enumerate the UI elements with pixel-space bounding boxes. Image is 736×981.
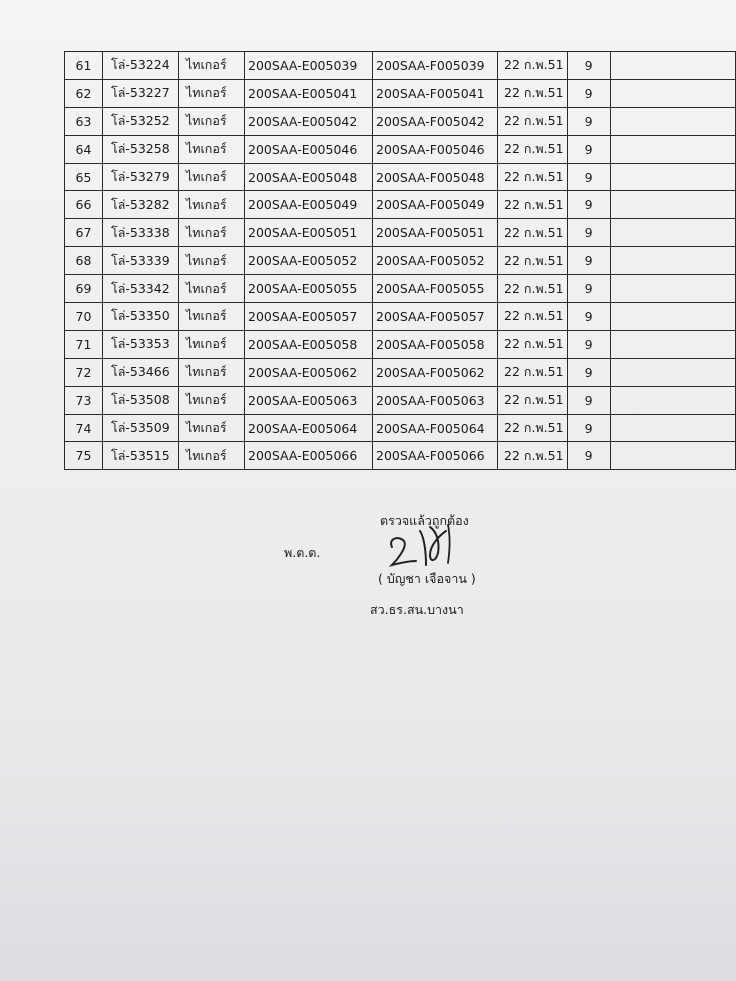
chassis-number-cell: 200SAA-F005066 — [373, 442, 498, 470]
row-number-cell: 61 — [65, 52, 103, 80]
brand-cell: ไทเกอร์ — [179, 442, 245, 470]
date-cell: 22 ก.พ.51 — [498, 247, 568, 275]
row-number-cell: 75 — [65, 442, 103, 470]
date-cell: 22 ก.พ.51 — [498, 275, 568, 303]
row-number-cell: 71 — [65, 330, 103, 358]
brand-cell: ไทเกอร์ — [179, 107, 245, 135]
verified-correct-text: ตรวจแล้วถูกต้อง — [380, 513, 469, 528]
date-cell: 22 ก.พ.51 — [498, 107, 568, 135]
row-number-cell: 64 — [65, 135, 103, 163]
brand-cell: ไทเกอร์ — [179, 330, 245, 358]
plate-cell: โล่-53338 — [103, 219, 179, 247]
engine-number-cell: 200SAA-E005048 — [245, 163, 373, 191]
quantity-cell: 9 — [567, 52, 610, 80]
row-number-cell: 73 — [65, 386, 103, 414]
engine-number-cell: 200SAA-E005051 — [245, 219, 373, 247]
date-cell: 22 ก.พ.51 — [498, 330, 568, 358]
quantity-cell: 9 — [567, 386, 610, 414]
row-number-cell: 70 — [65, 303, 103, 331]
quantity-cell: 9 — [567, 219, 610, 247]
chassis-number-cell: 200SAA-F005041 — [373, 79, 498, 107]
brand-cell: ไทเกอร์ — [179, 414, 245, 442]
quantity-cell: 9 — [567, 247, 610, 275]
quantity-cell: 9 — [567, 191, 610, 219]
quantity-cell: 9 — [567, 303, 610, 331]
chassis-number-cell: 200SAA-F005051 — [373, 219, 498, 247]
engine-number-cell: 200SAA-E005046 — [245, 135, 373, 163]
chassis-number-cell: 200SAA-F005052 — [373, 247, 498, 275]
quantity-cell: 9 — [567, 135, 610, 163]
quantity-cell: 9 — [567, 163, 610, 191]
row-number-cell: 74 — [65, 414, 103, 442]
brand-cell: ไทเกอร์ — [179, 247, 245, 275]
date-cell: 22 ก.พ.51 — [498, 219, 568, 247]
plate-cell: โล่-53350 — [103, 303, 179, 331]
plate-cell: โล่-53282 — [103, 191, 179, 219]
chassis-number-cell: 200SAA-F005057 — [373, 303, 498, 331]
chassis-number-cell: 200SAA-F005055 — [373, 275, 498, 303]
row-number-cell: 72 — [65, 358, 103, 386]
chassis-number-cell: 200SAA-F005062 — [373, 358, 498, 386]
row-number-cell: 66 — [65, 191, 103, 219]
plate-cell: โล่-53224 — [103, 52, 179, 80]
brand-cell: ไทเกอร์ — [179, 358, 245, 386]
plate-cell: โล่-53258 — [103, 135, 179, 163]
brand-cell: ไทเกอร์ — [179, 386, 245, 414]
plate-cell: โล่-53508 — [103, 386, 179, 414]
chassis-number-cell: 200SAA-F005063 — [373, 386, 498, 414]
plate-cell: โล่-53279 — [103, 163, 179, 191]
engine-number-cell: 200SAA-E005041 — [245, 79, 373, 107]
quantity-cell: 9 — [567, 330, 610, 358]
date-cell: 22 ก.พ.51 — [498, 191, 568, 219]
engine-number-cell: 200SAA-E005049 — [245, 191, 373, 219]
quantity-cell: 9 — [567, 275, 610, 303]
chassis-number-cell: 200SAA-F005058 — [373, 330, 498, 358]
engine-number-cell: 200SAA-E005062 — [245, 358, 373, 386]
brand-cell: ไทเกอร์ — [179, 303, 245, 331]
chassis-number-cell: 200SAA-F005048 — [373, 163, 498, 191]
date-cell: 22 ก.พ.51 — [498, 414, 568, 442]
plate-cell: โล่-53339 — [103, 247, 179, 275]
date-cell: 22 ก.พ.51 — [498, 386, 568, 414]
quantity-cell: 9 — [567, 442, 610, 470]
quantity-cell: 9 — [567, 358, 610, 386]
plate-cell: โล่-53252 — [103, 107, 179, 135]
signer-name: ( บัญชา เจือจาน ) — [378, 571, 476, 586]
brand-cell: ไทเกอร์ — [179, 163, 245, 191]
chassis-number-cell: 200SAA-F005042 — [373, 107, 498, 135]
handwritten-signature — [386, 517, 466, 573]
engine-number-cell: 200SAA-E005058 — [245, 330, 373, 358]
engine-number-cell: 200SAA-E005066 — [245, 442, 373, 470]
engine-number-cell: 200SAA-E005055 — [245, 275, 373, 303]
engine-number-cell: 200SAA-E005057 — [245, 303, 373, 331]
row-number-cell: 67 — [65, 219, 103, 247]
date-cell: 22 ก.พ.51 — [498, 442, 568, 470]
plate-cell: โล่-53342 — [103, 275, 179, 303]
date-cell: 22 ก.พ.51 — [498, 303, 568, 331]
engine-number-cell: 200SAA-E005064 — [245, 414, 373, 442]
brand-cell: ไทเกอร์ — [179, 191, 245, 219]
plate-cell: โล่-53227 — [103, 79, 179, 107]
plate-cell: โล่-53509 — [103, 414, 179, 442]
officer-rank: พ.ต.ต. — [284, 545, 321, 560]
plate-cell: โล่-53353 — [103, 330, 179, 358]
office-name: สว.ธร.สน.บางนา — [370, 602, 464, 617]
row-number-cell: 65 — [65, 163, 103, 191]
chassis-number-cell: 200SAA-F005064 — [373, 414, 498, 442]
engine-number-cell: 200SAA-E005039 — [245, 52, 373, 80]
plate-cell: โล่-53466 — [103, 358, 179, 386]
brand-cell: ไทเกอร์ — [179, 79, 245, 107]
row-number-cell: 62 — [65, 79, 103, 107]
brand-cell: ไทเกอร์ — [179, 275, 245, 303]
chassis-number-cell: 200SAA-F005039 — [373, 52, 498, 80]
plate-cell: โล่-53515 — [103, 442, 179, 470]
date-cell: 22 ก.พ.51 — [498, 163, 568, 191]
engine-number-cell: 200SAA-E005063 — [245, 386, 373, 414]
quantity-cell: 9 — [567, 79, 610, 107]
engine-number-cell: 200SAA-E005052 — [245, 247, 373, 275]
row-number-cell: 68 — [65, 247, 103, 275]
chassis-number-cell: 200SAA-F005049 — [373, 191, 498, 219]
row-number-cell: 69 — [65, 275, 103, 303]
date-cell: 22 ก.พ.51 — [498, 135, 568, 163]
brand-cell: ไทเกอร์ — [179, 219, 245, 247]
quantity-cell: 9 — [567, 414, 610, 442]
chassis-number-cell: 200SAA-F005046 — [373, 135, 498, 163]
quantity-cell: 9 — [567, 107, 610, 135]
date-cell: 22 ก.พ.51 — [498, 52, 568, 80]
engine-number-cell: 200SAA-E005042 — [245, 107, 373, 135]
date-cell: 22 ก.พ.51 — [498, 79, 568, 107]
row-number-cell: 63 — [65, 107, 103, 135]
brand-cell: ไทเกอร์ — [179, 135, 245, 163]
brand-cell: ไทเกอร์ — [179, 52, 245, 80]
date-cell: 22 ก.พ.51 — [498, 358, 568, 386]
